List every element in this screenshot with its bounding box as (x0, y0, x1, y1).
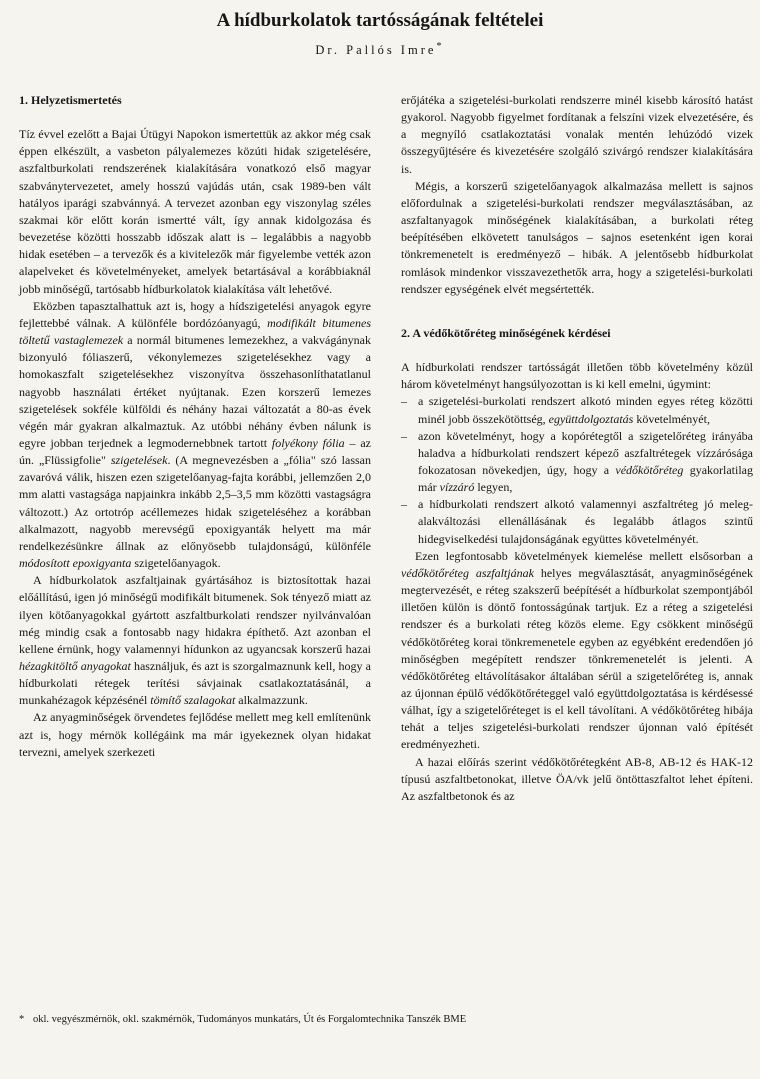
right-column (401, 92, 753, 805)
article-title: A hídburkolatok tartósságának feltételei (216, 10, 544, 31)
footnote (19, 1013, 741, 1027)
dash-bullet: – (401, 428, 407, 443)
list-item (401, 393, 753, 427)
list-item-text: azon követelményt, hogy a kopórétegtől a szigetelőréteg irányába haladva a hídburkolati rendszert képező aszfaltrétegek vízzárósága fokozatosan növekedjen, úgy, hogy a védőkötőréteg gyakorlatilag már vízzáró legyen, (418, 428, 753, 495)
paragraph: Eközben tapasztalhattuk azt is, hogy a hídszigetelési anyagok egyre fejlettebbé válnak. A különféle bordózóanyagú, modifikált bitumenes töltetű vastaglemezek a normál bitumenes lemezekhez, a vakvágánynak bizonyuló fóliaszerű, vékonylemezes szigetelésekhez vagy a homokaszfalt szigetelésekhez viszonyítva összehasonlíthatatlanul nagyobb használati értéket nyújtanak. Ezen korszerű lemezes szigetelések sokféle külföldi és néhány hazai változatát a 80-as évek végén már gyakran alkalmaztuk. Az utóbbi néhány évben nálunk is egyre jobban terjednek a legmodernebbnek tartott folyékony fólia – az ún. „Flüssigfolie" szigetelések. (A megnevezésben a „fólia" szó lassan zavaróvá válik, hiszen ezen szigetelőanyag-fajta korábbi, jellemzően 2,0 mm alatti vastagsága napjainkra inkább 2,5–3,5 mm közötti vastagságra változott.) Az ortotróp acéllemezes hidak szigeteléséhez a korábban alkalmazott, nagyobb merevségű epoxigyanták helyett ma már rendelkezésünkre állnak az előnyösebb tulajdonságú, különféle módosított epoxigyanta szigetelőanyagok. (19, 298, 372, 571)
author-name: Dr. Pallós Imre (315, 43, 437, 58)
paragraph: Ezen legfontosabb követelmények kiemelése mellett elsősorban a védőkötőréteg aszfaltjának helyes megválasztását, anyagminőségének megtervezését, e réteg szakszerű beépítését a hídburkolat szempontjából illetően külön is döntő fontosságúnak tartjuk. Ez a réteg a szigetelési rendszer és a burkolati réteg közös eleme. Egy csökkent minőségű védőkötőréteg korai tönkremenetele egyben az egyébként eredendően jó minőségben megépített rendszer tönkremenetelét is jelenti. A védőkötőréteg eltávolításakor általában sérül a szigetelőréteg is, annak az újonnan épülő védőkötőréteggel való együttdolgoztatása is kérdésessé válhat, így a szigetelőréteget is el kell távolítani. A védőkötőréteg hibája tehát a teljes szigetelési-burkolati rendszer újonnan való építését eredményezheti. (401, 548, 753, 752)
list-item (401, 496, 753, 547)
dash-bullet: – (401, 497, 407, 512)
dash-bullet: – (401, 394, 407, 409)
paragraph: A hídburkolati rendszer tartósságát illetően több követelmény közül három követelményt hangsúlyozottan is ki kell emelni, úgymint: (401, 360, 753, 392)
section-heading-2: 2. A védőkötőréteg minőségének kérdései (401, 325, 611, 340)
section-heading-1: 1. Helyzetismertetés (19, 93, 122, 107)
paragraph: Tíz évvel ezelőtt a Bajai Útügyi Napokon ismertettük az akkor még csak éppen elkészült, a vasbeton pályalemezes közúti hidak szigetelésére, aszfaltburkolati rendszerének kialakítására vonatkozó első magyar szabványtervezetet, amely hosszú vajúdás után, csak 1989-ben vált hatályos iparági szabvánnyá. A tervezet azonban egy viszonylag széles szakmai kör előtt korán ismertté vált, így annak kidolgozása és bevezetése közötti hosszabb időszak alatt is – legalábbis a nagyobb hidak esetében – a tervezők és a kivitelezők már figyelembe vették azon alapelveket és követelményeket, amelyek betartásával a korábbiaknál jobb minőségű, tartósabb hídburkolatok kialakítása vált lehetővé. (19, 127, 371, 296)
footnote-text: okl. vegyészmérnök, okl. szakmérnök, Tudományos munkatárs, Út és Forgalomtechnika Tanszék BME (33, 1014, 467, 1025)
paragraph: Az anyagminőségek örvendetes fejlődése mellett meg kell említenünk azt is, hogy mérnök kollégáink ma már igyekeznek olyan hidakat tervezni, amelyek szerkezeti (19, 710, 371, 759)
list-item (401, 428, 753, 497)
paragraph: A hídburkolatok aszfaltjainak gyártásához is biztosítottak hazai előállítású, igen jó minőségű modifikált bitumenek. Sok tényező miatt az ilyen kötőanyagokkal gyártott aszfaltburkolati rendszer nyilvánvalóan még mindig csak a fontosabb nagy hidakra építhető. Azt azonban el kellene érnünk, hogy valamennyi hídunkon az ugyancsak korszerű hazai hézagkitöltő anyagokat használjuk, és azt is szorgalmaznunk kell, hogy a hídburkolati rétegek terítési sávjainak csatlakoztatásánál, a munkahézagok képzésénél tömítő szalagokat alkalmazzunk. (19, 573, 371, 708)
paragraph: A hazai előírás szerint védőkötőrétegként AB-8, AB-12 és HAK-12 típusú aszfaltbetonokat, illetve ÖA/vk jelű öntöttaszfaltot lehet építeni. Az aszfaltbetonok és az (401, 754, 753, 803)
footnote-mark: * (19, 1014, 25, 1025)
author-footnote-mark: * (436, 41, 445, 52)
author-line (0, 41, 760, 58)
paragraph: erőjátéka a szigetelési-burkolati rendszerre minél kisebb károsító hatást gyakorol. Nagyobb figyelmet fordítanak a felszíni vizek elvezetésére, és a megnyíló csatlakoztatási vonalak mentén lehúzódó vizek összegyűjtésére és kivezetésére szolgáló szivárgó rendszer kialakítására is. (401, 93, 753, 176)
list-item-text: a hídburkolati rendszert alkotó valamennyi aszfaltréteg jó meleg-alakváltozási ellenállásának és legalább átlagos szintű hidegviselkedési tulajdonságának együttes követelményét. (418, 497, 753, 546)
list-item-text: a szigetelési-burkolati rendszert alkotó minden egyes réteg közötti minél jobb összekötöttség, együttdolgoztatás követelményét, (418, 394, 753, 426)
paragraph: Mégis, a korszerű szigetelőanyagok alkalmazása mellett is sajnos előfordulnak a szigetelési-burkolati rendszer megválasztásában, az aszfaltanyagok minőségének kialakításában, a burkolati réteg beépítésében elkövetett tanulságos – sajnos esetenként igen korai tönkremenetelt is eredményező – hibák. A jelentősebb hídburkolat romlások mindenkor visszavezethetők arra, hogy a szigetelési-burkolati rendszer egységének elvét megsértették. (401, 178, 753, 296)
left-column (19, 92, 371, 761)
